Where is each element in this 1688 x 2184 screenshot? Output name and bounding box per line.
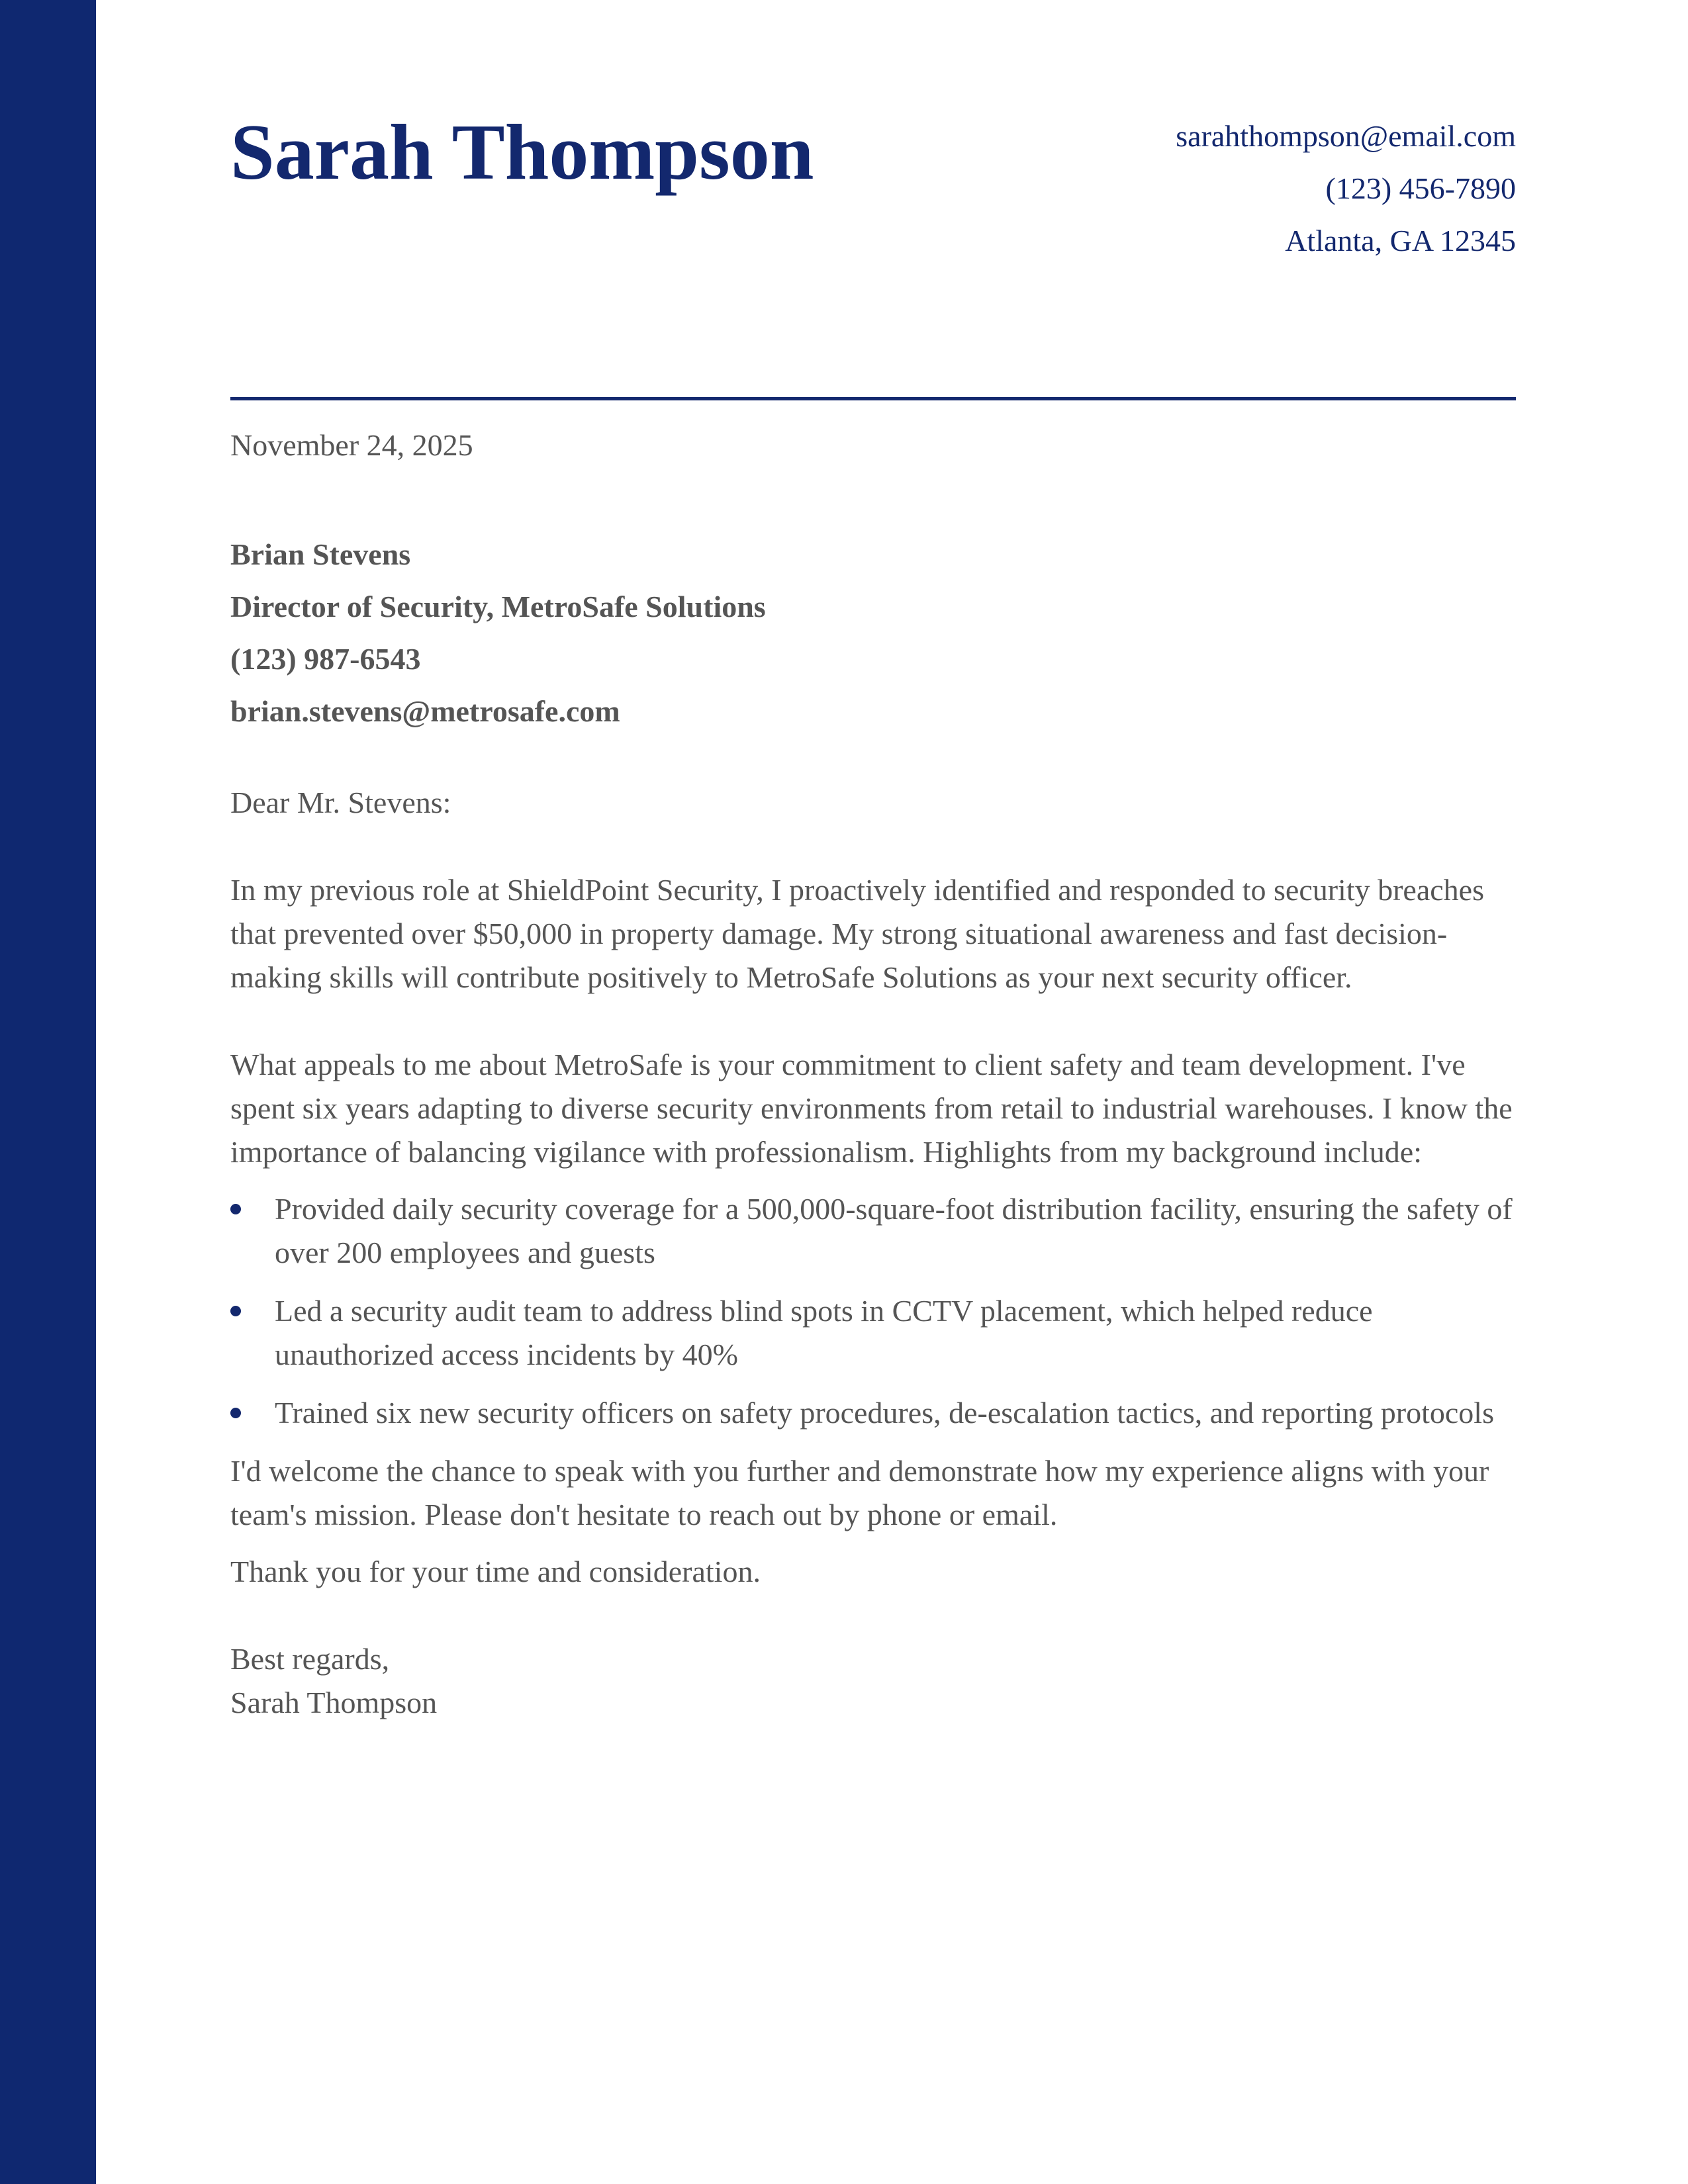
left-accent-bar <box>0 0 96 2184</box>
sender-location: Atlanta, GA 12345 <box>1285 224 1516 257</box>
highlight-text: Led a security audit team to address blind spots in CCTV placement, which helped reduce unauthorized access incidents by 40% <box>275 1294 1373 1371</box>
cover-letter-page <box>230 0 1516 2184</box>
highlight-text: Provided daily security coverage for a 500,000-square-foot distribution facility, ensuring the safety of over 200 employees and guests <box>275 1192 1513 1269</box>
recipient-title: Director of Security, MetroSafe Solutions <box>230 590 766 623</box>
highlight-item <box>230 1391 1516 1435</box>
sender-phone: (123) 456-7890 <box>1325 171 1516 205</box>
highlight-item <box>230 1289 1516 1377</box>
sender-email: sarahthompson@email.com <box>1176 119 1516 153</box>
header-divider <box>230 397 1516 400</box>
letter-header <box>230 106 1516 298</box>
recipient-name: Brian Stevens <box>230 537 411 571</box>
sender-contact-block <box>1176 110 1516 267</box>
signoff-block <box>230 1637 1516 1725</box>
bullet-dot-icon <box>230 1408 241 1418</box>
closing-paragraph-1: I'd welcome the chance to speak with you further and demonstrate how my experience aligns with your team's mission. Please don't hesitate to reach out by phone or email. <box>230 1454 1489 1531</box>
highlights-list <box>230 1187 1516 1435</box>
bullet-dot-icon <box>230 1306 241 1316</box>
highlight-item <box>230 1187 1516 1275</box>
signoff: Best regards, <box>230 1642 390 1676</box>
highlight-text: Trained six new security officers on safety procedures, de-escalation tactics, and reporting protocols <box>275 1396 1494 1430</box>
body-paragraph-2: What appeals to me about MetroSafe is your commitment to client safety and team development. I've spent six years adapting to diverse security environments from retail to industrial warehouses. I know the importance of balancing vigilance with professionalism. Highlights from my background include: <box>230 1048 1513 1169</box>
body-paragraph-1: In my previous role at ShieldPoint Security, I proactively identified and responded to security breaches that prevented over $50,000 in property damage. My strong situational awareness and fast decision-making skills will contribute positively to MetroSafe Solutions as your next security officer. <box>230 873 1484 994</box>
bullet-dot-icon <box>230 1204 241 1214</box>
signature: Sarah Thompson <box>230 1686 438 1719</box>
recipient-block <box>230 528 1516 737</box>
recipient-phone: (123) 987-6543 <box>230 642 421 676</box>
sender-name: Sarah Thompson <box>230 108 814 196</box>
salutation: Dear Mr. Stevens: <box>230 786 451 819</box>
recipient-email: brian.stevens@metrosafe.com <box>230 694 620 728</box>
letter-date: November 24, 2025 <box>230 428 473 462</box>
closing-paragraph-2: Thank you for your time and consideration. <box>230 1555 761 1588</box>
letter-body <box>230 424 1516 1725</box>
